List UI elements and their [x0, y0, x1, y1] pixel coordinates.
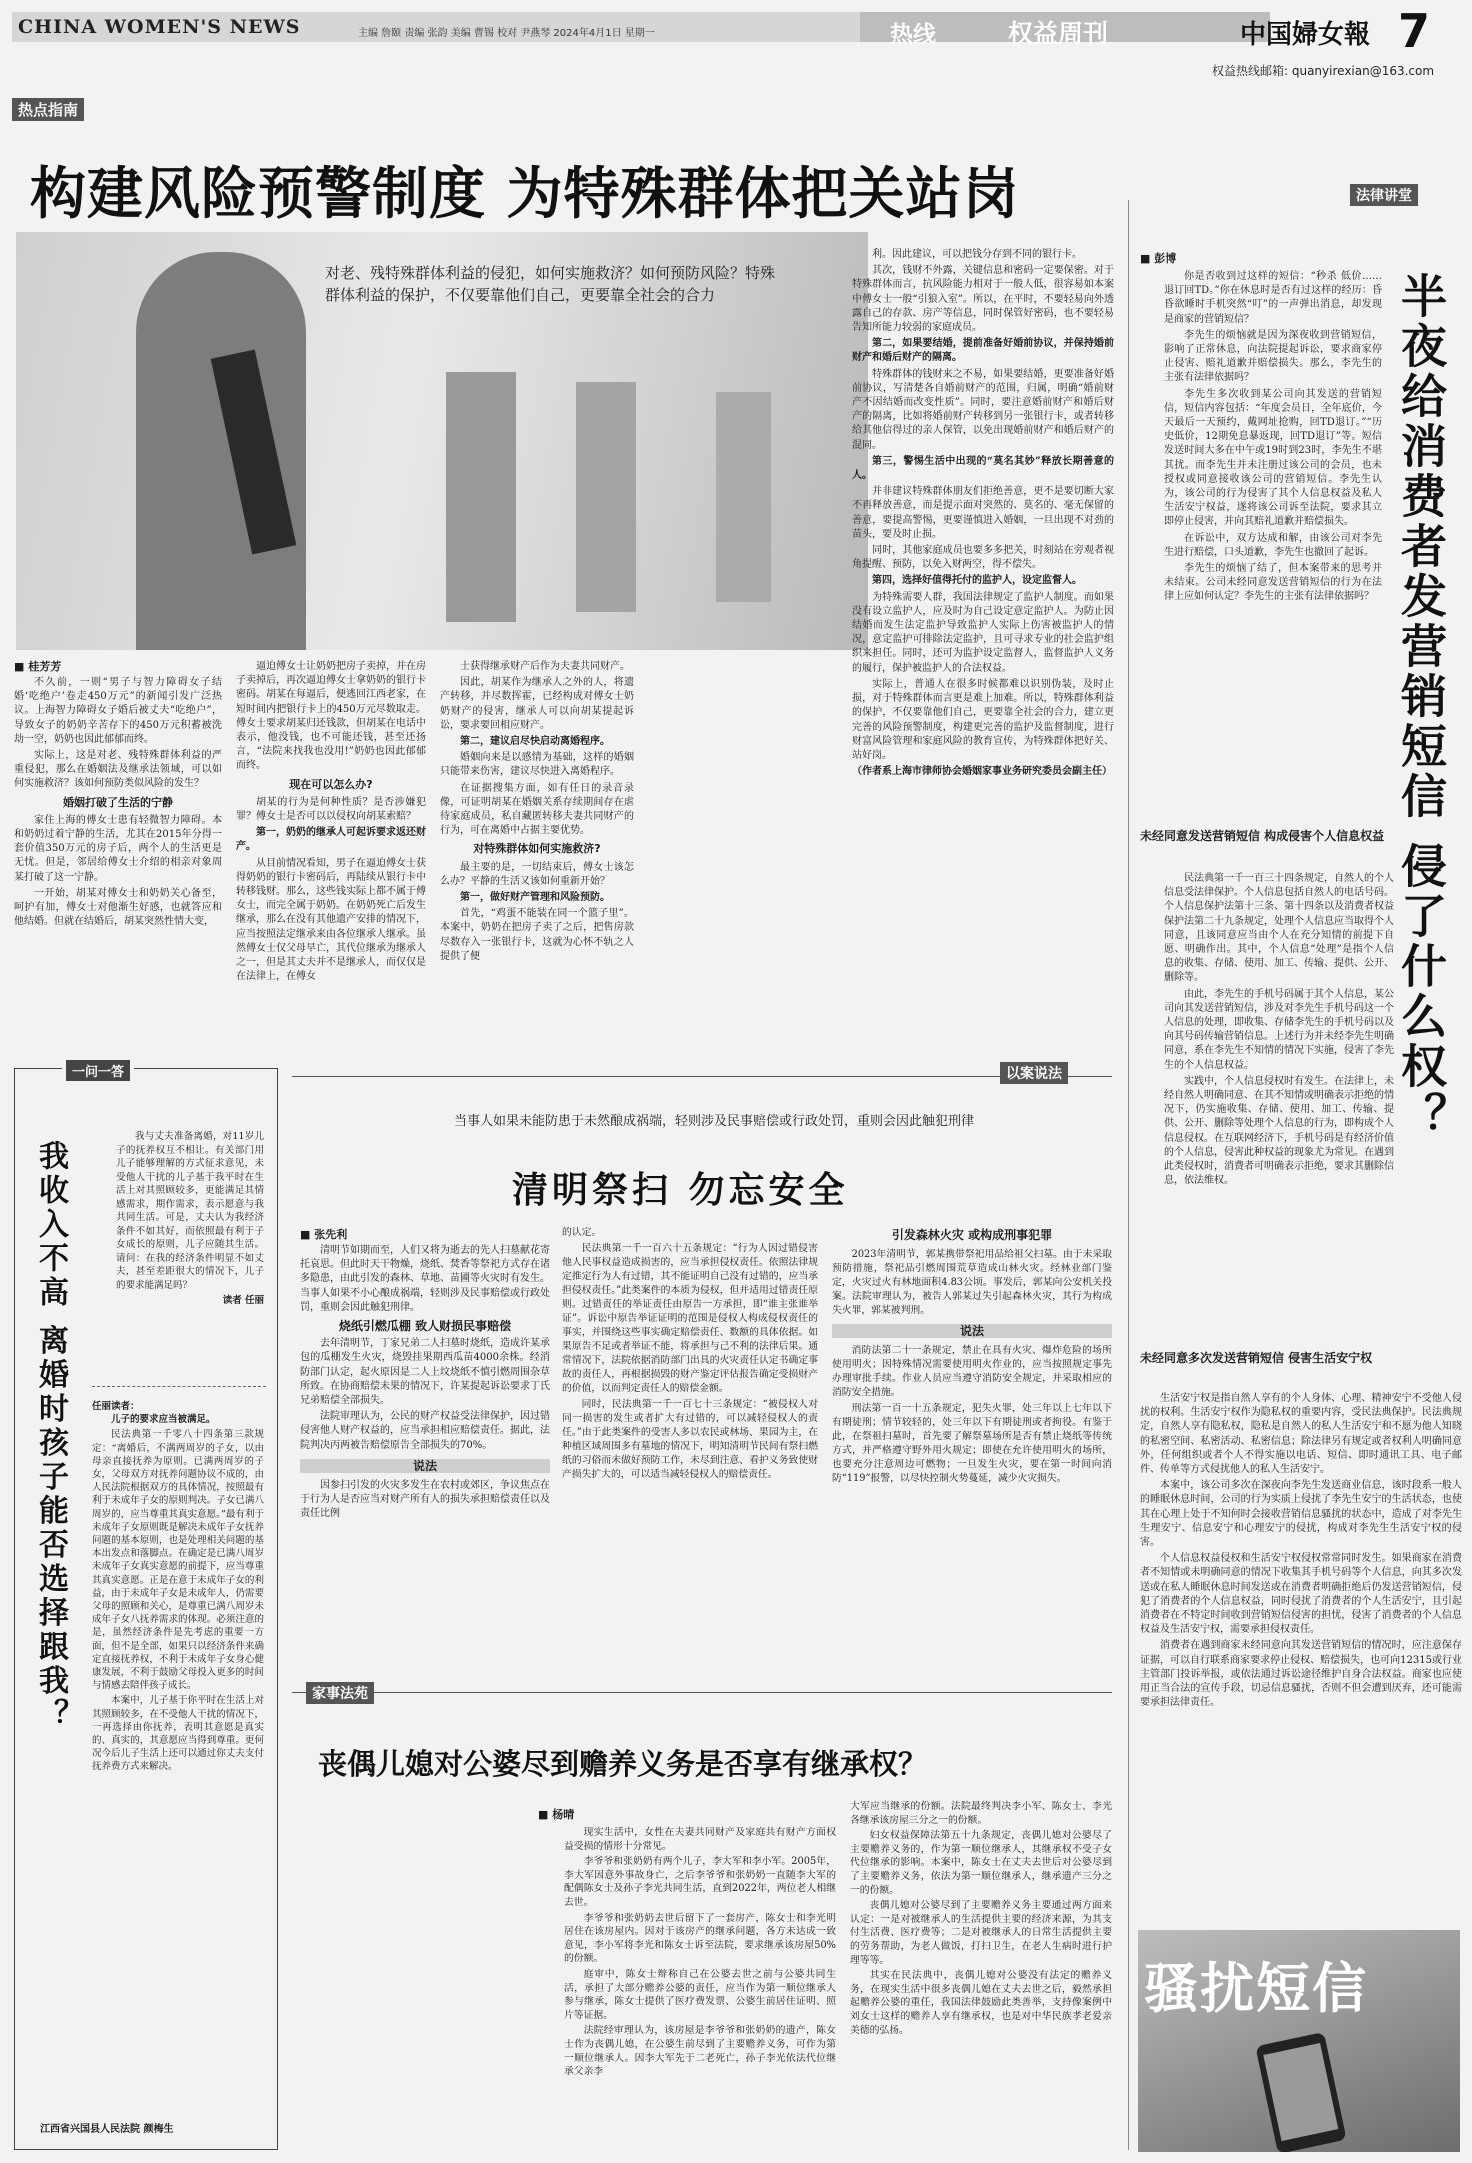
lead-p: 首先，“鸡蛋不能装在同一个篮子里”。本案中，奶奶在把房子卖了之后，把售房款尽数存入一张银行卡，这就为心怀不轨之人提供了便: [440, 908, 634, 962]
case-p: 民法典第一千一百六十五条规定：“行为人因过错侵害他人民事权益造成损害的，应当承担侵权责任。依照法律规定推定行为人有过错，其不能证明自己没有过错的，应当承担侵权责任。”此类案件的本质为侵权，但并适用过错责任原则。过错责任的举证责任由原告一方承担，即“谁主张谁举证”。诉讼中原告举证证明的范围是侵权人构成侵权责任的事实，并围绕这些事实确定赔偿责任、数额的具体依据。如果原告不足或者举证不能，将承担与己不利的法律后果。通常情况下，法院依据消防部门出具的火灾责任认定书确定事故的责任人，再根据损毁的财产鉴定评估报告确定受损财产的价值，以而判定责任人的赔偿金额。: [562, 1243, 818, 1394]
family-kicker: 家事法苑: [306, 1682, 374, 1704]
spam-sms-illustration: [1138, 1930, 1460, 2152]
lead-col-1: [14, 676, 222, 1046]
photo-gate-3: [716, 392, 771, 602]
lead-p: 最主要的是，一切结束后，傅女士该怎么办？平静的生活又该如何重新开始？: [440, 861, 634, 887]
right-p: 李先生的烦恼就是因为深夜收到营销短信，影响了正常休息，向法院提起诉讼，要求商家停止侵害、赔礼道歉并赔偿损失。那么，李先生的主张有法律依据吗？: [1164, 329, 1382, 384]
case-col-3: [832, 1248, 1112, 1678]
right-p: 个人信息权益侵权和生活安宁权侵权常常同时发生。如果商家在消费者不知情或未明确同意的情况下收集其手机号码等个人信息，向其多次发送或在私人睡眠休息时间发送或在消费者明确拒绝后仍发送营销短信，侵犯了消费者的个人信息权益，同时侵扰了消费者的个人生活安宁，且引起消费者在不特定时间收到营销短信侵害的担忧，侵害了消费者的个人信息权益及生活安宁权，需要承担侵权责任。: [1140, 1553, 1462, 1636]
qa-answer: [92, 1400, 264, 2090]
right-p: 生活安宁权是指自然人享有的个人身体、心理、精神安宁不受他人侵扰的权利。生活安宁权作为隐私权的重要内容，受民法典保护。民法典规定，自然人享有隐私权，隐私是自然人的私人生活安宁和不愿为他人知晓的私密空间、私密活动、私密信息；除法律另有规定或者权利人明确同意外，任何组织或者个人不得实施以电话、短信、即时通讯工具、电子邮件、传单等方式侵扰他人的私人生活安宁。: [1140, 1393, 1462, 1476]
lead-p: 家住上海的傅女士患有轻微智力障碍。本和奶奶过着宁静的生活，尤其在2015年分得一套价值350万元的房子后，两个人的生活更是无忧。但是，邻居给傅女士介绍的相亲对象周某打破了这一宁静。: [14, 814, 222, 883]
family-p: 丧偶儿媳对公婆尽到了主要赡养义务主要通过两方面来认定：一是对被继承人的生活提供主要的经济来源，为其支付生活费、医疗费等；二是对被继承人的日常生活提供主要的劳务帮助，为老人做饭，打扫卫生，在老人生病时进行护理等等。: [850, 1900, 1112, 1966]
lead-p: 在证据搜集方面，如有任日的录音录像，可证明胡某在婚姻关系存续期间存在虐待家庭成员，私自藏匿转移夫妻共同财产的行为，可在离婚中占据主要优势。: [440, 782, 634, 837]
right-body-3: [1140, 1392, 1462, 1914]
right-p: 实践中，个人信息侵权时有发生。在法律上，未经自然人明确同意、在其不知情或明确表示拒绝的情况下，仍实施收集、存储、使用、加工、传输、提供、公开、删除等处理个人信息的行为，即构成个人信息侵权。在互联网经济下，手机号码是有经济价值的个人信息，侵害此种权益的现象尤为常见。在遇到此类侵权时，消费者可明确表示拒绝，要求其删除信息，依法维权。: [1164, 1075, 1394, 1187]
photo-gate-2: [576, 382, 636, 612]
lead-p: 第二，建议启尽快启动离婚程序。: [460, 736, 610, 748]
lead-p: 因此，胡某作为继承人之外的人，将遗产转移，并尽数挥霍，已经构成对傅女士奶奶财产的侵害，继承人可以向胡某提起诉讼，要求要回相应财产。: [440, 677, 634, 731]
qa-reader: 读者 任丽: [222, 1295, 264, 1306]
family-col-2: [850, 1800, 1112, 2152]
lead-kicker: 热点指南: [12, 98, 84, 121]
lead-p: 第一，奶奶的继承人可起诉要求返还财产。: [236, 827, 426, 853]
case-p: 的认定。: [562, 1227, 602, 1238]
qa-question-title: 我收入不高 离婚时孩子能否选择跟我？: [33, 1140, 68, 1733]
family-p: 庭审中，陈女士辩称自己在公婆去世之前与公婆共同生活，承担了大部分赡养公婆的责任，应当作为第一顺位继承人参与继承，陈女士提供了医疗费发票、公婆生前居住证明、照片等证据。: [564, 1968, 836, 2021]
family-top-rule: [292, 1692, 1112, 1693]
lead-col-4: [852, 248, 1114, 1038]
case-say-1-label: 说法: [300, 1459, 550, 1473]
qa-question-text: 我与丈夫准备离婚，对11岁儿子的抚养权互不相让。有关部门用儿子能够理解的方式征求意见，未受他人干扰的儿子基于我平时在生活上对其照顾较多，更能满足其情感需求，期作需求，表示愿意与我共同生活。可是，丈夫认为我经济条件不如其好，而依照最有利于子女成长的原则，儿子应随其生活。请问：在我的经济条件明显不如丈夫，甚至差距很大的情况下，儿子的要求能满足吗？: [116, 1131, 264, 1291]
lead-p: 实际上，普通人在很多时候都难以识别伪装，及时止损，对于特殊群体而言更是难上加难。所以，特殊群体利益的保护，不仅要靠他们自己，更要靠全社会的合力，建立更完善的风险预警制度，构建更完善的监护及监督制度，进行财富风险管理和家庭风险的教育宣传，为特殊群体把好关、站好岗。: [852, 678, 1114, 761]
family-col-1: [564, 1826, 836, 2152]
qa-divider: [92, 1386, 266, 1387]
hotline-label: 热线: [890, 22, 936, 48]
right-divider: [1128, 200, 1129, 2150]
lead-bio: （作者系上海市律师协会婚姻家事业务研究委员会副主任）: [852, 766, 1112, 778]
lead-p: 其次，钱财不外露，关键信息和密码一定要保密。对于特殊群体而言，抗风险能力相对于一般人低，很容易如本案中傅女士一般“引狼入室”。所以，在平时，不要轻易向外透露自己的存款、房产等信息，同时保管好密码，也不要轻易告知所能力较弱的家庭成员。: [852, 265, 1114, 334]
spam-sms-label: 骚扰短信: [1144, 1957, 1368, 2020]
lead-sub-1: 婚姻打破了生活的宁静: [63, 795, 173, 809]
case-say-2-label: 说法: [832, 1324, 1112, 1338]
family-p: 其实在民法典中，丧偶儿媳对公婆没有法定的赡养义务，在现实生活中很多丧偶儿媳在丈夫去世之后，毅然承担起赡养公婆的重任，我国法律鼓励此类善举，支持像案例中刘女士这样的赡养人享有继承权，也是对中华民族孝老爱亲美德的弘扬。: [850, 1970, 1112, 2036]
lead-p: 从目前情况看知，男子在逼迫傅女士获得奶奶的银行卡密码后，再陆续从银行卡中转移钱财。那么，这些钱实际上都不属于傅女士，而完全属于奶奶。在奶奶死亡后发生继承，那么在没有其他遗产安排的情况下，应当按照法定继承来由各位继承人继承。虽然傅女士仅父母早亡，其代位继承为继承人之一，但是其丈夫并不是继承人，而仅仅是在法律上，在傅女: [236, 857, 426, 983]
right-title: 半夜给消费者发营销短信 侵了什么权？: [1394, 272, 1448, 1143]
case-kicker: 以案说法: [1000, 1062, 1068, 1084]
case-p: 同时，民法典第一千一百七十三条规定：“被侵权人对同一损害的发生或者扩大有过错的，可以减轻侵权人的责任。”由于此类案件的受害人多以农民或林场、果园为主，在种植区域周围多有墓地的情况下，明知清明节民间有祭扫燃纸的习俗而未做好预防工作，未尽到注意、看护义务致使财产损失扩大的，可以适当减轻侵权人的赔偿责任。: [562, 1399, 818, 1480]
case-deck: 当事人如果未能防患于未然酿成祸端，轻则涉及民事赔偿或行政处罚，重则会因此触犯刑律: [454, 1114, 975, 1129]
section-name: 权益周刊: [1008, 19, 1109, 48]
paper-logo: 中国婦女報: [1240, 20, 1371, 50]
right-body-2: [1164, 872, 1394, 1342]
lead-title: 构建风险预警制度 为特殊群体把关站岗: [30, 162, 1020, 227]
hotline-email: 权益热线邮箱: quanyirexian@163.com: [1212, 64, 1435, 78]
photo-person: [136, 252, 306, 650]
right-p: 在诉讼中，双方达成和解，由该公司对李先生进行赔偿，口头道歉，李先生也撤回了起诉。: [1164, 532, 1382, 558]
case-col-2: [562, 1226, 818, 1678]
case-p: 清明节如期而至，人们又将为逝去的先人扫墓献花寄托哀思。但此时天干物燥，烧纸、焚香等祭祀方式存在诸多隐患，由此引发的森林、草地、苗圃等火灾时有发生。当事人如果不小心酿成祸端，轻则涉及民事赔偿或行政处罚，重则会因此触犯刑律。: [300, 1245, 550, 1313]
right-body-1: [1164, 270, 1382, 810]
lead-p: 第四，选择好值得托付的监护人，设定监督人。: [872, 575, 1082, 587]
case-p: 因参扫引发的火灾多发生在农村或郊区，争议焦点在于行为人是否应当对财产所有人的损失承担赔偿责任以及责任比例: [300, 1480, 550, 1520]
lead-p: 不久前，一则“男子与智力障碍女子结婚‘吃绝户’卷走450万元”的新闻引发广泛热议。上海智力障碍女子婚后被丈夫“吃绝户”，导致女子的奶奶辛苦存下的450万元积蓄被洗劫一空，奶奶也因此郁郁而终。: [14, 677, 222, 745]
lead-author: ■ 桂芳芳: [14, 660, 62, 673]
case-p: 法院审理认为，公民的财产权益受法律保护，因过错侵害他人财产权益的，应当承担相应赔偿责任。据此，法院判决丙两被告赔偿原告全部损失的70%。: [300, 1411, 550, 1451]
family-p: 李爷爷和张奶奶去世后留下了一套房产，陈女士和李光明居住在该房屋内。因对于该房产的继承问题，各方未达成一致意见，李小军将李光和陈女士诉至法院，要求继承该房屋50%的份额。: [564, 1912, 836, 1965]
family-title: 丧偶儿媳对公婆尽到赡养义务是否享有继承权？: [318, 1747, 928, 1781]
staff-line: 主编 詹颐 责编 张韵 美编 曹锡 校对 尹燕琴 2024年4月1日 星期一: [358, 28, 655, 39]
lead-p: 第三，警惕生活中出现的“莫名其妙”释放长期善意的人。: [852, 455, 1114, 482]
paper-name-en: CHINA WOMEN'S NEWS: [18, 16, 301, 38]
lead-p: 一开始，胡某对傅女士和奶奶关心备至，呵护有加，傅女士对他渐生好感，也就答应和他结婚。但就在结婚后，胡某突然性情大变，: [14, 887, 222, 928]
family-p: 法院经审理认为，该房屋是李爷爷和张奶奶的遗产，陈女士作为丧偶儿媳，在公婆生前尽到了主要赡养义务，可作为第一顺位继承人。因李大军先于二老死亡，孙子李光依法代位继承父亲李: [564, 2025, 836, 2078]
lead-p: 胡某的行为是何种性质？是否涉嫌犯罪？傅女士是否可以以侵权向胡某索赔？: [236, 796, 426, 823]
right-p: 李先生多次收到某公司向其发送的营销短信，短信内容包括：“年度会员日，全年底价，今天最后一天预约，戴网址抢购，回TD退订。”“历史低价，12期免息暴返现，回TD退订”等。短信发送时间大多在中午或19时到23时，李先生不堪其扰。而李先生并未注册过该公司的会员，也未授权或同意接收该公司的营销短信。李先生认为，该公司的行为侵害了其个人信息权益及私人生活安宁权益，遂将该公司诉至法院，要求其立即停止侵害，并向其赔礼道歉并赔偿损失。: [1164, 388, 1382, 528]
qa-answer-p: 本案中，儿子基于你平时在生活上对其照顾较多，在不受他人干扰的情况下，一再选择由你抚养，表明其意愿是真实的、真实的，其意愿应当得到尊重。更何况今后儿子生活上还可以通过你丈夫支付抚养费方式来解决。: [92, 1695, 264, 1773]
case-col-1: [300, 1244, 550, 1678]
right-author: ■ 彭博: [1140, 252, 1177, 265]
lead-p: 同时，其他家庭成员也要多多把关，时刻站在旁观者视角提醒、预防，以免入财两空，得不偿失。: [852, 545, 1114, 571]
lead-p: 逼迫傅女士让奶奶把房子卖掉，并在房子卖掉后，再次逼迫傅女士拿奶奶的银行卡密码。胡某在每逼后，便逃回江西老家，在短时间内把银行卡上的450万元尽数取走。傅女士要求胡某归还钱款，但胡某在电话中表示，他没钱，也不可能还钱，甚至还扬言，“法院来找我也没用!”奶奶也因此郁郁而终。: [236, 661, 426, 772]
family-author: ■ 杨晴: [538, 1808, 575, 1821]
case-sub-2: 引发森林火灾 或构成刑事犯罪: [891, 1228, 1053, 1242]
qa-answer-to: 任丽读者：: [92, 1401, 140, 1412]
right-p: 民法典第一千一百三十四条规定，自然人的个人信息受法律保护。个人信息包括自然人的电话号码。个人信息保护法第十三条、第十四条以及消费者权益保护法第二十九条规定，处理个人信息应当取得个人同意，且该同意应当由个人在充分知情的前提下自愿、明确作出。其中，个人信息“处理”是指个人信息的收集、存储、使用、加工、传输、提供、公开、删除等。: [1164, 873, 1394, 984]
lead-sub-3: 对特殊群体如何实施救济?: [473, 842, 601, 856]
qa-answerer: 江西省兴国县人民法院 颜梅生: [40, 2124, 174, 2135]
photo-gate-1: [446, 372, 516, 622]
right-p: 消费者在遇到商家未经同意向其发送营销短信的情况时，应注意保存证据，可以自行联系商家要求停止侵权、赔偿损失，也可向12315或行业主管部门投诉举报，或依法通过诉讼途径维护自身合法权益。商家也应使用正当合法的宣传手段，切忌信息骚扰，否则不但会遭到厌弃，还可能需要承担法律责任。: [1140, 1640, 1462, 1709]
lead-p: 利。因此建议，可以把钱分存到不同的银行卡。: [872, 249, 1082, 260]
family-p: 妇女权益保障法第五十九条规定，丧偶儿媳对公婆尽了主要赡养义务的，作为第一顺位继承人，其继承权不受子女代位继承的影响。本案中，陈女士在丈夫去世后对公婆尽到了主要赡养义务，依法为第一顺位继承人，继承遗产三分之一的份额。: [850, 1830, 1112, 1896]
family-p: 大军应当继承的份额。法院最终判决李小军、陈女士、李光各继承该房屋三分之一的份额。: [850, 1801, 1112, 1826]
right-kicker: 法律讲堂: [1350, 184, 1418, 206]
case-p: 刑法第一百一十五条规定，犯失火罪，处三年以上七年以下有期徒刑；情节较轻的，处三年以下有期徒刑或者拘役。有鉴于此，在祭祖扫墓时，首先要了解祭墓场所是否有禁止烧纸等传统方式，并严格遵守野外用火规定；即使在允许使用明火的场所，也要充分注意周边可燃物；一旦发生火灾，要在第一时间向消防“119”报警，以尽快控制火势蔓延，减少火灾损失。: [832, 1403, 1112, 1484]
phone-icon: [1255, 2032, 1346, 2152]
family-p: 现实生活中，女性在夫妻共同财产及家庭共有财产方面权益受损的情形十分常见。: [564, 1827, 836, 1852]
right-p: 由此，李先生的手机号码属于其个人信息，某公司向其发送营销短信，涉及对李先生手机号码这一个人信息的处理，即收集、存储李先生的手机号码以及向其号码传输营销信息。上述行为并未经李先生明确同意，系在李先生不知情的情况下实施，侵害了李先生的个人信息权益。: [1164, 988, 1394, 1071]
lead-col-3: [440, 660, 634, 1046]
lead-p: 特殊群体的钱财来之不易，如果要结婚，更要准备好婚前协议，写清楚各自婚前财产的范围，归属，明确“婚前财产不因结婚而改变性质”。同时，要注意婚前财产和婚后财产的隔离，比如将婚前财产转移到另一张银行卡，或者转移给其他信得过的亲人保管，以免出现婚前财产和婚后财产的混同。: [852, 368, 1114, 451]
case-sub-1: 烧纸引燃瓜棚 致人财损民事赔偿: [338, 1319, 512, 1334]
lead-p: 第二，如果要结婚，提前准备好婚前协议，并保持婚前财产和婚后财产的隔离。: [852, 338, 1114, 364]
lead-p: 士获得继承财产后作为夫妻共同财产。: [460, 661, 630, 672]
qa-answer-lead: 儿子的要求应当被满足。: [111, 1414, 216, 1426]
case-author: ■ 张先利: [300, 1228, 348, 1241]
lead-p: 实际上，这是对老、残特殊群体利益的严重侵犯，那么在婚姻法及继承法领域，可以如何实施救济？该如何预防类似风险的发生？: [14, 750, 222, 790]
lead-deck: 对老、残特殊群体利益的侵犯，如何实施救济？如何预防风险？特殊群体利益的保护，不仅要靠他们自己，更要靠全社会的合力: [325, 264, 776, 304]
lead-p: 为特殊需要人群，我国法律规定了监护人制度。而如果没有设立监护人，应及时为自己设定意定监护人。为防止因结婚而发生法定监护导致监护人实际上伤害被监护人的情况，意定监护可排除法定监护，且可寻求专业的社会监护组织来担任。同时，还可为监护设定监督人，监督监护人义务的履行，保护被监护人的合法权益。: [852, 591, 1114, 674]
lead-sub-2: 现在可以怎么办?: [289, 777, 373, 791]
phone-screen: [1263, 2043, 1338, 2141]
page-number: 7: [1398, 4, 1431, 58]
case-p: 去年清明节，丁家兄弟二人扫墓时烧纸，造成许某承包的瓜棚发生火灾，烧毁挂果期西瓜苗4000余株。经消防部门认定，起火原因是二人上坟烧纸不慎引燃周围杂草所致。在协商赔偿未果的情况下，许某提起诉讼要求丁氏兄弟赔偿全部损失。: [300, 1338, 550, 1407]
lead-p: 并非建议特殊群体朋友们拒绝善意，更不是要切断大家不再释放善意，而是提示面对突然的、莫名的、毫无保留的善意，要提高警惕，更要谨慎进入婚姻，一旦出现不对劲的苗头，要及时止损。: [852, 486, 1114, 540]
case-p: 消防法第二十一条规定，禁止在具有火灾、爆炸危险的场所使用明火；因特殊情况需要使用明火作业的，应当按照规定事先办理审批手续。作业人员应当遵守消防安全规定，并采取相应的消防安全措施。: [832, 1345, 1112, 1398]
lead-col-2: [236, 660, 426, 1046]
right-p: 你是否收到过这样的短信：“秒杀 低价……退订回TD。”你在休息时是否有过这样的经历：昏昏欲睡时手机突然“叮”的一声弹出消息，却发现是商家的营销短信？: [1164, 271, 1382, 325]
case-top-rule: [292, 1076, 1112, 1077]
right-sub-1: 未经同意发送营销短信 构成侵害个人信息权益: [1140, 829, 1385, 843]
lead-p: 婚姻向来是以感情为基础，这样的婚姻只能带来伤害，建议尽快进入离婚程序。: [440, 752, 634, 778]
qa-question: [116, 1130, 264, 1380]
right-p: 本案中，该公司多次在深夜向李先生发送商业信息，该时段系一般人的睡眠休息时间，公司的行为实质上侵扰了李先生安宁的生活状态，也使其在心理上处于不知何时会接收营销信息骚扰的状态中，造成了对李先生生理安宁、信息安宁和心理安宁的侵扰，构成对李先生生活安宁权的侵害。: [1140, 1480, 1462, 1549]
case-title: 清明祭扫 勿忘安全: [512, 1170, 849, 1211]
qa-answer-p: 民法典第一千零八十四条第三款规定：“离婚后，不满两周岁的子女，以由母亲直接抚养为原则。已满两周岁的子女，父母双方对抚养问题协议不成的，由人民法院根据双方的具体情况，按照最有利于未成年子女的原则判决。子女已满八周岁的，应当尊重其真实意愿。”最有利于未成年子女原则既是解决未成年子女抚养问题的基本原则，也是处理相关问题的基本出发点和落脚点。在确定是已满八周岁未成年子女真实意愿的前提下，应当尊重其真实意愿。正是在意于未成年子女的利益，由于未成年子女是未成年人，仍需要父母的照顾和关心，是尊重已满八周岁未成年子女八抚养需求的体现。必须注意的是，虽然经济条件是先考虑的重要一方面，但不是全部，如果只以经济条件来确定直接抚养权，不利于未成年子女身心健康发展，不利于鼓励父母投入更多的时间与情感去陪伴孩子成长。: [92, 1429, 264, 1692]
case-p: 2023年清明节，郭某携带祭祀用品给祖父扫墓。由于未采取预防措施，祭祀品引燃周围荒草造成山林火灾。经林业部门鉴定，火灾过火有林地面积4.83公顷。事发后，郭某向公安机关投案。法院审理认为，被告人郭某过失引起森林火灾，其行为构成失火罪，郭某被判刑。: [832, 1249, 1112, 1316]
right-p: 李先生的烦恼了结了，但本案带来的思考并未结束。公司未经同意发送营销短信的行为在法律上应如何认定？李先生的主张有法律依据吗？: [1164, 563, 1382, 603]
family-p: 李爷爷和张奶奶有两个儿子，李大军和李小军。2005年，李大军因意外事故身亡，之后李爷爷和张奶奶一直随李大军的配偶陈女士及孙子李光共同生活，直到2022年，两位老人相继去世。: [564, 1856, 836, 1908]
qa-kicker: 一问一答: [62, 1060, 134, 1081]
lead-p: 第一，做好财产管理和风险预防。: [460, 892, 610, 904]
right-sub-2: 未经同意多次发送营销短信 侵害生活安宁权: [1140, 1351, 1373, 1365]
